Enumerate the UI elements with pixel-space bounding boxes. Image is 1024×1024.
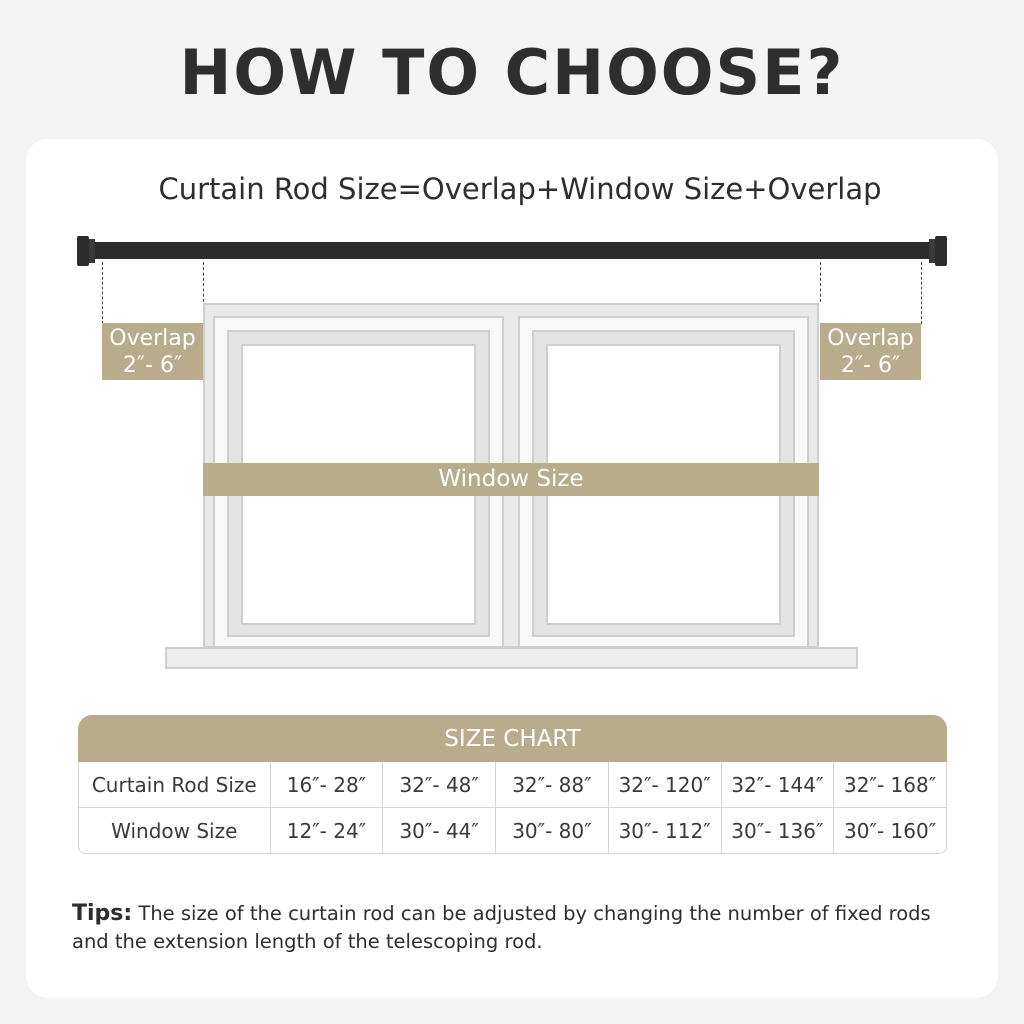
overlap-left-badge — [102, 323, 203, 380]
table-cell: 30″- 136″ — [721, 808, 834, 853]
right-rod-guide — [921, 262, 922, 324]
right-bracket — [929, 239, 935, 263]
curtain-rod — [88, 242, 934, 259]
table-cell: 30″- 80″ — [495, 808, 608, 853]
tips-paragraph — [72, 900, 972, 956]
table-cell: 16″- 28″ — [270, 762, 383, 807]
row-label: Curtain Rod Size — [91, 773, 257, 797]
overlap-left-label: Overlap — [109, 326, 196, 351]
size-chart-table — [78, 762, 947, 854]
table-cell: 32″- 168″ — [833, 762, 946, 807]
window-size-band: Window Size — [203, 463, 819, 496]
row-label: Window Size — [111, 819, 238, 843]
table-cell: 30″- 112″ — [608, 808, 721, 853]
table-cell: 12″- 24″ — [270, 808, 383, 853]
left-rod-guide — [102, 262, 103, 324]
overlap-left-range: 2″- 6″ — [122, 353, 183, 378]
table-cell: 32″- 144″ — [721, 762, 834, 807]
window-sill — [165, 647, 858, 669]
table-cell: 30″- 44″ — [382, 808, 495, 853]
table-cell: 32″- 120″ — [608, 762, 721, 807]
tips-text: The size of the curtain rod can be adjusted by changing the number of fixed rods and the extension length of the telescoping rod. — [72, 902, 931, 953]
overlap-right-label: Overlap — [827, 326, 914, 351]
table-row-window-size — [79, 807, 946, 853]
size-chart-title: SIZE CHART — [78, 715, 947, 762]
table-row-rod-size — [79, 762, 946, 807]
left-bracket — [89, 239, 95, 263]
formula-text: Curtain Rod Size=Overlap+Window Size+Overlap — [158, 172, 882, 206]
right-finial — [935, 236, 947, 266]
table-cell: 32″- 48″ — [382, 762, 495, 807]
left-finial — [77, 236, 89, 266]
right-window-guide — [820, 262, 821, 302]
tips-label: Tips: — [72, 901, 133, 926]
left-window-guide — [203, 262, 204, 302]
overlap-right-range: 2″- 6″ — [840, 353, 901, 378]
table-cell: 32″- 88″ — [495, 762, 608, 807]
table-cell: 30″- 160″ — [833, 808, 946, 853]
overlap-right-badge — [820, 323, 921, 380]
page-title: HOW TO CHOOSE? — [179, 36, 845, 109]
